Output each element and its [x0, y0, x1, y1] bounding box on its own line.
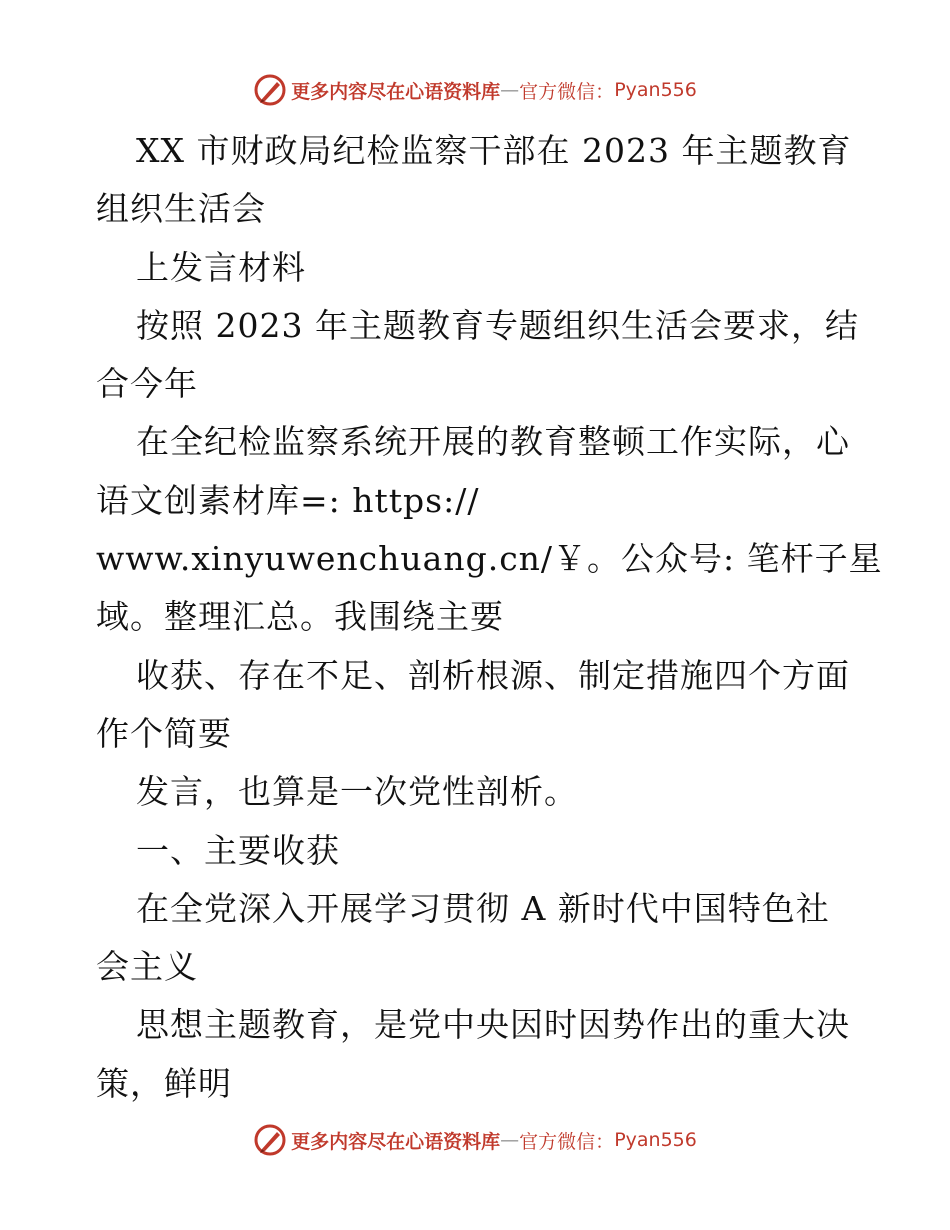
body-line: 合今年	[96, 364, 198, 404]
watermark-main-text: 更多内容尽在心语资料库	[291, 1130, 501, 1153]
watermark-wechat-id: Pyan556	[614, 1129, 697, 1151]
title-line-1: XX 市财政局纪检监察干部在 2023 年主题教育	[136, 131, 852, 170]
body-line: 作个简要	[96, 713, 232, 753]
header-watermark	[0, 70, 950, 110]
watermark-main-text: 更多内容尽在心语资料库	[291, 80, 501, 103]
document-body	[96, 122, 883, 1113]
body-line: 会主义	[96, 947, 198, 987]
title-line-2: 组织生活会	[96, 189, 266, 229]
body-line: 域。整理汇总。我围绕主要	[96, 597, 504, 637]
body-line: www.xinyuwenchuang.cn/￥。公众号: 笔杆子星	[96, 539, 883, 579]
watermark-dash: —	[500, 79, 520, 101]
watermark-wechat-id: Pyan556	[614, 79, 697, 101]
body-line: 思想主题教育，是党中央因时因势作出的重大决	[136, 1005, 850, 1045]
footer-watermark	[0, 1120, 950, 1160]
body-line: 按照 2023 年主题教育专题组织生活会要求，结	[136, 305, 859, 345]
quill-pen-logo-icon	[253, 1123, 287, 1157]
body-line: 语文创素材库=: https://	[96, 480, 480, 520]
body-line: 策，鲜明	[96, 1063, 232, 1103]
watermark-dash: —	[500, 1129, 520, 1151]
body-line: 发言，也算是一次党性剖析。	[136, 772, 578, 812]
section-heading: 一、主要收获	[136, 830, 340, 870]
body-line: 在全党深入开展学习贯彻 A 新时代中国特色社	[136, 888, 830, 928]
body-line: 收获、存在不足、剖析根源、制定措施四个方面	[136, 655, 850, 695]
watermark-wechat-label: 官方微信：	[519, 1130, 615, 1153]
body-line: 在全纪检监察系统开展的教育整顿工作实际，心	[136, 422, 850, 462]
watermark-wechat-label: 官方微信：	[519, 80, 615, 103]
title-line-3: 上发言材料	[136, 247, 306, 287]
quill-pen-logo-icon	[253, 73, 287, 107]
